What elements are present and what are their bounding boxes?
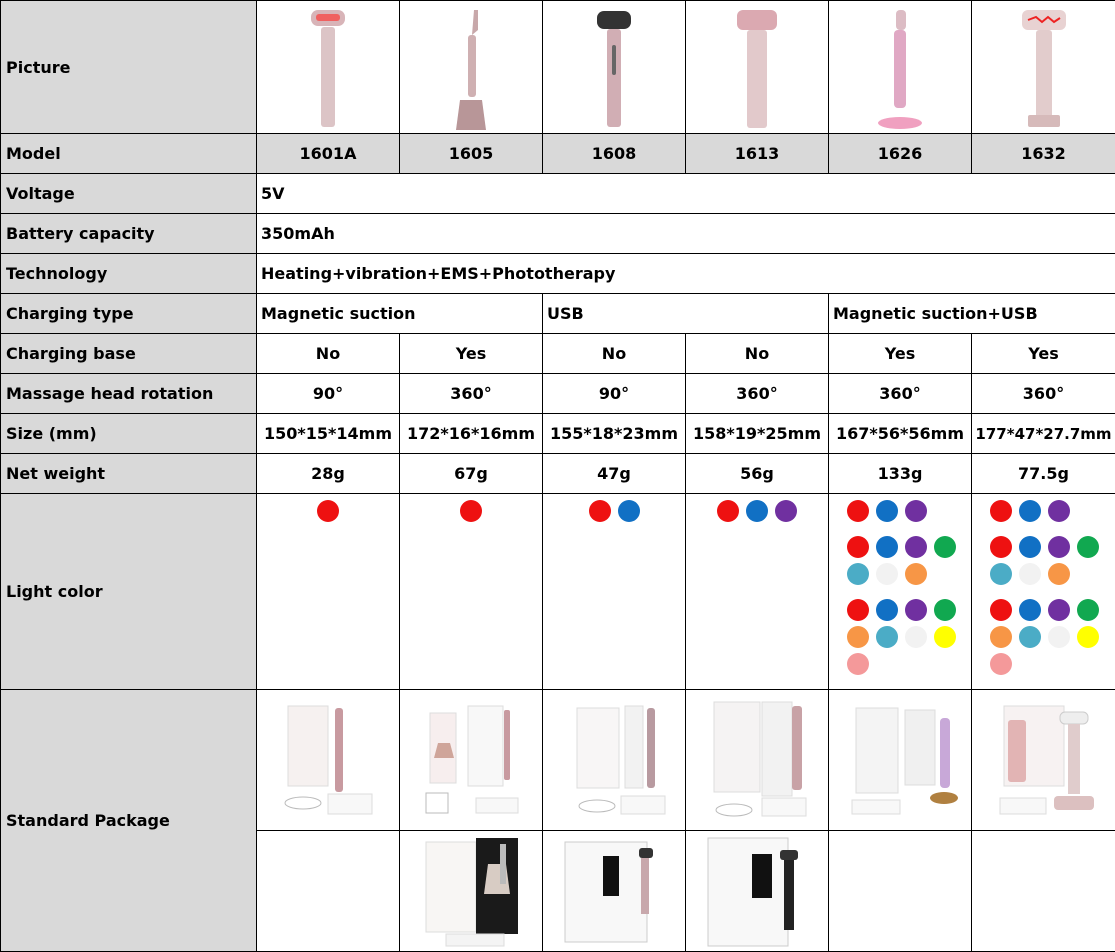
voltage-row — [1, 174, 1115, 214]
pink-light-dot — [847, 653, 869, 675]
green-light-dot — [1077, 599, 1099, 621]
battery-value: 350mAh — [257, 214, 1115, 254]
light-color-cell — [543, 494, 686, 690]
light-color-cell — [829, 494, 972, 690]
package-empty-cell — [829, 831, 972, 952]
purple-light-dot — [1048, 536, 1070, 558]
weight-cell: 28g — [257, 454, 400, 494]
light-color-dot-row — [829, 563, 971, 585]
cyan-light-dot — [990, 563, 1012, 585]
package-image-1608 — [543, 690, 686, 831]
charging-base-cell: Yes — [972, 334, 1115, 374]
red-light-dot — [317, 500, 339, 522]
purple-light-dot — [1048, 599, 1070, 621]
green-light-dot — [1077, 536, 1099, 558]
rotation-cell: 360° — [972, 374, 1115, 414]
blue-light-dot — [876, 536, 898, 558]
light-color-dot-row — [829, 500, 971, 522]
cyan-light-dot — [1019, 626, 1041, 648]
light-color-dot-row — [686, 500, 828, 522]
charging-type-value: USB — [543, 294, 829, 334]
red-light-dot — [990, 599, 1012, 621]
rotation-cell: 360° — [400, 374, 543, 414]
size-cell: 167*56*56mm — [829, 414, 972, 454]
product-image-1626 — [829, 1, 972, 134]
blue-light-dot — [618, 500, 640, 522]
pink-light-dot — [990, 653, 1012, 675]
weight-cell: 47g — [543, 454, 686, 494]
product-image-1608 — [543, 1, 686, 134]
technology-row — [1, 254, 1115, 294]
light-color-dot-row — [972, 626, 1115, 648]
package-row-1 — [1, 690, 1115, 831]
light-color-dot-row — [829, 599, 971, 621]
package-image-1601A — [257, 690, 400, 831]
light-color-dot-row — [972, 599, 1115, 621]
light-color-cell — [686, 494, 829, 690]
package-image-1626 — [829, 690, 972, 831]
blue-light-dot — [1019, 536, 1041, 558]
white-light-dot — [905, 626, 927, 648]
light-color-dot-row — [543, 500, 685, 522]
charging-type-label: Charging type — [1, 294, 257, 334]
light-color-label: Light color — [1, 494, 257, 690]
red-light-dot — [460, 500, 482, 522]
light-color-cell — [257, 494, 400, 690]
purple-light-dot — [905, 500, 927, 522]
size-cell: 158*19*25mm — [686, 414, 829, 454]
light-color-group — [400, 500, 542, 522]
green-light-dot — [934, 536, 956, 558]
orange-light-dot — [847, 626, 869, 648]
model-cell: 1608 — [543, 134, 686, 174]
light-color-dot-row — [400, 500, 542, 522]
red-light-dot — [990, 536, 1012, 558]
orange-light-dot — [990, 626, 1012, 648]
light-color-group — [686, 500, 828, 522]
red-light-dot — [847, 599, 869, 621]
light-color-cell — [972, 494, 1115, 690]
technology-label: Technology — [1, 254, 257, 294]
model-cell: 1601A — [257, 134, 400, 174]
red-light-dot — [589, 500, 611, 522]
charging-base-cell: Yes — [400, 334, 543, 374]
size-row — [1, 414, 1115, 454]
light-color-row — [1, 494, 1115, 690]
purple-light-dot — [905, 599, 927, 621]
blue-light-dot — [1019, 599, 1041, 621]
blue-light-dot — [876, 599, 898, 621]
weight-label: Net weight — [1, 454, 257, 494]
package-image-1613 — [686, 690, 829, 831]
product-image-1605 — [400, 1, 543, 134]
light-color-dot-row — [972, 653, 1115, 675]
package-image-1632 — [972, 690, 1115, 831]
rotation-cell: 90° — [543, 374, 686, 414]
model-label: Model — [1, 134, 257, 174]
size-cell: 155*18*23mm — [543, 414, 686, 454]
red-light-dot — [847, 500, 869, 522]
size-cell: 172*16*16mm — [400, 414, 543, 454]
package-empty-cell — [972, 831, 1115, 952]
rotation-cell: 360° — [686, 374, 829, 414]
size-cell: 150*15*14mm — [257, 414, 400, 454]
light-color-dot-row — [829, 653, 971, 675]
yellow-light-dot — [1077, 626, 1099, 648]
light-color-group — [972, 536, 1115, 585]
battery-label: Battery capacity — [1, 214, 257, 254]
white-light-dot — [876, 563, 898, 585]
charging-base-cell: Yes — [829, 334, 972, 374]
rotation-label: Massage head rotation — [1, 374, 257, 414]
light-color-dot-row — [972, 536, 1115, 558]
rotation-cell: 90° — [257, 374, 400, 414]
model-cell: 1632 — [972, 134, 1115, 174]
package-alt-image-1605 — [400, 831, 543, 952]
orange-light-dot — [905, 563, 927, 585]
purple-light-dot — [905, 536, 927, 558]
light-color-group — [972, 599, 1115, 675]
weight-row — [1, 454, 1115, 494]
light-color-group — [257, 500, 399, 522]
rotation-cell: 360° — [829, 374, 972, 414]
weight-cell: 67g — [400, 454, 543, 494]
package-image-1605 — [400, 690, 543, 831]
light-color-cell — [400, 494, 543, 690]
package-label: Standard Package — [1, 690, 257, 952]
red-light-dot — [847, 536, 869, 558]
white-light-dot — [1019, 563, 1041, 585]
light-color-dot-row — [829, 536, 971, 558]
voltage-value: 5V — [257, 174, 1115, 214]
blue-light-dot — [1019, 500, 1041, 522]
model-cell: 1626 — [829, 134, 972, 174]
product-image-1632 — [972, 1, 1115, 134]
light-color-dot-row — [829, 626, 971, 648]
product-image-1601A — [257, 1, 400, 134]
model-cell: 1613 — [686, 134, 829, 174]
light-color-dot-row — [972, 500, 1115, 522]
light-color-group — [972, 500, 1115, 522]
blue-light-dot — [746, 500, 768, 522]
size-label: Size (mm) — [1, 414, 257, 454]
battery-row — [1, 214, 1115, 254]
charging-base-label: Charging base — [1, 334, 257, 374]
light-color-dot-row — [972, 563, 1115, 585]
white-light-dot — [1048, 626, 1070, 648]
rotation-row — [1, 374, 1115, 414]
picture-label: Picture — [1, 1, 257, 134]
charging-type-row — [1, 294, 1115, 334]
package-empty-cell — [257, 831, 400, 952]
package-alt-image-1613 — [686, 831, 829, 952]
light-color-group — [543, 500, 685, 522]
purple-light-dot — [775, 500, 797, 522]
model-row — [1, 134, 1115, 174]
weight-cell: 77.5g — [972, 454, 1115, 494]
weight-cell: 56g — [686, 454, 829, 494]
light-color-dot-row — [257, 500, 399, 522]
package-alt-image-1608 — [543, 831, 686, 952]
green-light-dot — [934, 599, 956, 621]
light-color-group — [829, 536, 971, 585]
voltage-label: Voltage — [1, 174, 257, 214]
light-color-group — [829, 500, 971, 522]
orange-light-dot — [1048, 563, 1070, 585]
model-cell: 1605 — [400, 134, 543, 174]
red-light-dot — [990, 500, 1012, 522]
charging-type-value: Magnetic suction+USB — [829, 294, 1115, 334]
cyan-light-dot — [876, 626, 898, 648]
charging-base-cell: No — [257, 334, 400, 374]
yellow-light-dot — [934, 626, 956, 648]
light-color-group — [829, 599, 971, 675]
size-cell: 177*47*27.7mm — [972, 414, 1115, 454]
picture-row — [1, 1, 1115, 134]
cyan-light-dot — [847, 563, 869, 585]
charging-base-row — [1, 334, 1115, 374]
red-light-dot — [717, 500, 739, 522]
charging-type-value: Magnetic suction — [257, 294, 543, 334]
charging-base-cell: No — [686, 334, 829, 374]
charging-base-cell: No — [543, 334, 686, 374]
technology-value: Heating+vibration+EMS+Phototherapy — [257, 254, 1115, 294]
purple-light-dot — [1048, 500, 1070, 522]
blue-light-dot — [876, 500, 898, 522]
weight-cell: 133g — [829, 454, 972, 494]
product-image-1613 — [686, 1, 829, 134]
